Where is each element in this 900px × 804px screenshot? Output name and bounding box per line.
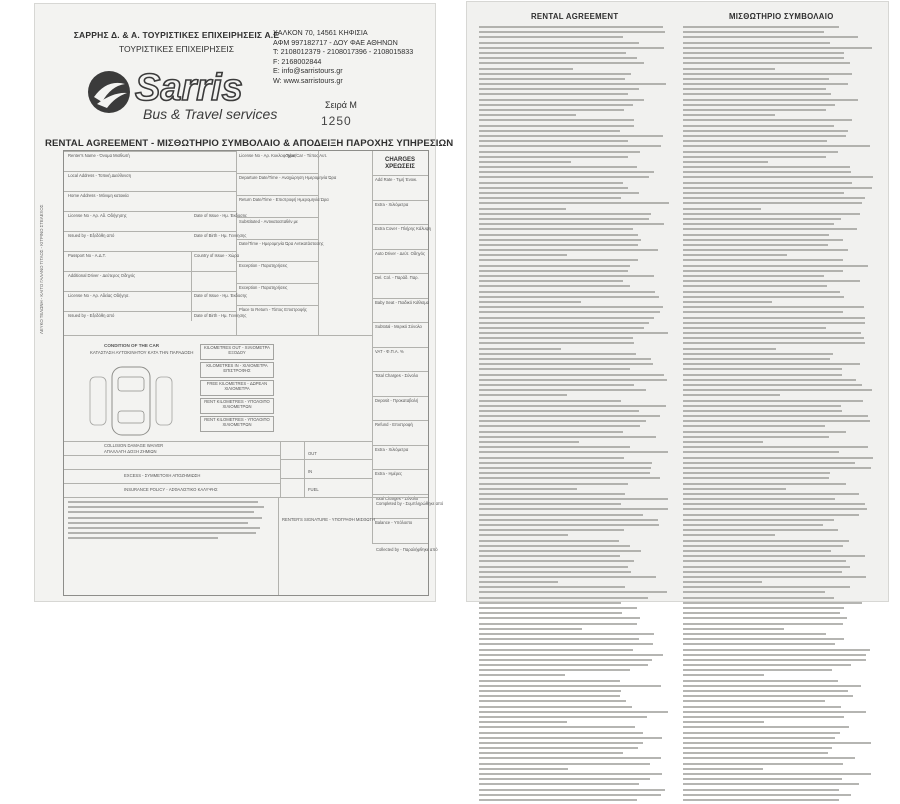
charge-row-label: Total Charges - Σύνολο xyxy=(375,495,419,501)
completed-by-label: Completed by - Συμπληρώθηκε από xyxy=(376,501,444,506)
website-line: W: www.sarristours.gr xyxy=(273,75,343,85)
date-of-issue-label: Date of Issue - Ημ. Έκδοσης xyxy=(194,213,248,218)
condition-title-gr: ΚΑΤΑΣΤΑΣΗ ΑΥΤΟΚΙΝΗΤΟΥ ΚΑΤΑ ΤΗΝ ΠΑΡΑΔΟΣΗ xyxy=(90,350,194,355)
rental-agreement-front-page xyxy=(35,4,454,601)
exception-label-1: Exception - Παρατηρήσεις xyxy=(239,263,288,268)
substituted-label: Substituted - Αντικατασταθέν με xyxy=(239,219,298,224)
place-to-return-label: Place to Return - Τόπος Επιστροφής xyxy=(239,307,307,312)
insurance-label: INSURANCE POLICY - ΑΣΦΑΛΙΣΤΙΚΟ ΚΑΛΥΨΗΣ xyxy=(124,487,218,492)
km-in-box xyxy=(200,362,274,378)
sarris-logo xyxy=(85,62,315,124)
car-license-label: License No - Αρ. Κυκλοφορίας xyxy=(239,153,296,158)
serial-label: Σειρά Μ xyxy=(325,100,357,110)
collected-by-label: Collected by - Παραλήφθηκε από xyxy=(376,547,438,552)
km-out-label: KILOMETRES OUT - ΧΙΛΙΟΜΕΤΡΑ ΕΞΟΔΟΥ xyxy=(204,345,270,355)
address-line: ΧΑΛΚΟΝ 70, 14561 ΚΗΦΙΣΙΑ xyxy=(273,28,368,37)
km-free-box xyxy=(200,380,274,396)
add-date-of-birth-label: Date of Birth - Ημ. Γεννησης xyxy=(194,313,247,318)
km-rent-box-1 xyxy=(200,398,274,414)
charge-row-label: Add Rate - Τιμή Ένοικ. xyxy=(375,177,418,182)
issued-by-label: Issued by - Εξεδόθη από xyxy=(68,233,115,238)
departure-label: Departure Date/Time - Αναχώρηση Ημερομηνία Ώρα xyxy=(239,175,337,180)
charge-row-label: Baby Seat - Παιδικό Κάθισμα xyxy=(375,299,430,305)
phone-line: Τ: 2108012379 - 2108017396 - 2108015833 xyxy=(273,47,414,57)
home-address-label: Home Address - Μόνιμη κατοικία xyxy=(68,193,129,198)
email-line: E: info@sarristours.gr xyxy=(273,66,343,76)
terms-text-block xyxy=(68,501,268,543)
logo-word: Sarris xyxy=(135,67,243,109)
add-issued-by-label: Issued by - Εξεδόθη από xyxy=(68,313,115,318)
logo-tagline: Bus & Travel services xyxy=(143,106,278,122)
copy-distribution-note: ΛΕΥΚΟ ΤΕΛΩΝΗ - ΚΑΙΤΟ ΓΑΛΑΝΟ ΤΙΤΛΟΣ - ΚΙΤΡΙΝΟ ΣΤΕΛΕΧΟΣ xyxy=(39,204,44,334)
out-label: OUT xyxy=(308,451,317,456)
serial-number: 1250 xyxy=(321,114,352,128)
charge-row-label: VAT - Φ.Π.Α. % xyxy=(375,348,404,354)
country-of-issue-label: Country of Issue - Χώρα xyxy=(194,253,240,258)
km-in-label: KILOMETRES IN - ΧΙΛΙΟΜΕΤΡΑ ΕΠΙΣΤΡΟΦΗΣ xyxy=(206,363,268,373)
tax-line: ΑΦΜ 997182717 - ΔΟΥ ΦΑΕ ΑΘΗΝΩΝ xyxy=(273,37,398,47)
document-title: RENTAL AGREEMENT - ΜΙΣΘΩΤΗΡΙΟ ΣΥΜΒΟΛΑΙΟ & ΑΠΟΔΕΙΞΗ ΠΑΡΟΧΗΣ ΥΠΗΡΕΣΙΩΝ xyxy=(45,138,454,149)
charges-title xyxy=(372,157,428,171)
km-out-box xyxy=(200,344,274,360)
charge-row-label: Subtotal - Μερικό Σύνολο xyxy=(375,324,422,330)
charge-row-label: Extra Cover - Πλήρης Κάλυψη xyxy=(375,226,431,232)
km-rent-box-2 xyxy=(200,416,274,432)
add-date-of-issue-label: Date of Issue - Ημ. Έκδοσης xyxy=(194,293,248,298)
renter-name-label: Renter's Name - Όνομα Μισθωτή xyxy=(68,153,130,158)
terms-column-gr xyxy=(683,26,873,804)
in-label: IN xyxy=(308,469,313,474)
add-license-no-label: License No - Αρ. Αδείας Οδήγησ. xyxy=(68,293,130,298)
terms-heading-en: RENTAL AGREEMENT xyxy=(531,12,619,21)
terms-heading-gr: ΜΙΣΘΩΤΗΡΙΟ ΣΥΜΒΟΛΑΙΟ xyxy=(729,12,834,21)
charge-row-label: Extra - Ημέρες xyxy=(375,471,403,477)
fax-line: F: 2168002844 xyxy=(273,56,322,66)
charge-row-label: Del. Col. - Παράδ. Παρ. xyxy=(375,275,419,281)
return-label: Return Date/Time - Επιστροφή Ημερομηνία Ώρα xyxy=(239,197,329,202)
charges-title-en: CHARGES xyxy=(384,157,415,163)
signature-label: RENTER'S SIGNATURE - ΥΠΟΓΡΑΦΗ ΜΙΣΘΩΤΗ xyxy=(282,517,376,522)
charges-title-gr: ΧΡΕΩΣΕΙΣ xyxy=(385,164,415,170)
cdw-label-gr: ΑΠΑΛΛΑΓΗ ΔΟΞΗ ΖΗΜΙΩΝ xyxy=(104,449,157,454)
charge-row-label: Refund - Επιστροφή xyxy=(375,422,413,428)
cdw-label: COLLISION DAMAGE WAIVER xyxy=(104,443,164,448)
km-rent-label-1: RENT KILOMETRES - ΥΠΟΛΟΙΠΟ ΧΙΛΙΟΜΕΤΡΩΝ xyxy=(204,399,270,409)
additional-driver-label: Additional Driver - Δεύτερος Οδηγός xyxy=(68,273,136,278)
rental-agreement-terms-page xyxy=(467,2,888,601)
passport-no-label: Passport No - Α.Δ.Τ. xyxy=(68,253,106,258)
charge-row-label: Balance - Υπόλοιπο xyxy=(375,520,413,526)
company-name: ΣΑΡΡΗΣ Δ. & Α. ΤΟΥΡΙΣΤΙΚΕΣ ΕΠΙΧΕΙΡΗΣΕΙΣ Α.Ε xyxy=(73,30,280,40)
exception-label-2: Exception - Παρατηρήσεις xyxy=(239,285,288,290)
excess-label: EXCESS - ΣΥΜΜΕΤΟΧΗ ΑΠΟΖΗΜΙΩΣΗ xyxy=(124,473,201,478)
substitution-date-label: Date/Time - Ημερομηνία Ώρα Αντικατάστασης xyxy=(239,241,324,246)
date-of-birth-label: Date of Birth - Ημ. Γεννησης xyxy=(194,233,247,238)
terms-column-en xyxy=(479,26,669,804)
rental-form-grid xyxy=(63,150,444,596)
charge-row-label: Extra - Χιλιόμετρα xyxy=(375,201,409,207)
company-subtitle: ΤΟΥΡΙΣΤΙΚΕΣ ΕΠΙΧΕΙΡΗΣΕΙΣ xyxy=(118,44,235,54)
charge-row-label: Auto Driver - Δεύτ. Οδηγός xyxy=(375,250,425,256)
charge-row-label: Extra - Χιλιόμετρα xyxy=(375,446,409,452)
km-rent-label-2: RENT KILOMETRES - ΥΠΟΛΟΙΠΟ ΧΙΛΙΟΜΕΤΡΩΝ xyxy=(204,417,270,427)
charge-row-label: Total Charges - Σύνολο xyxy=(375,373,419,379)
local-address-label: Local Address - Τοπική Διεύθυνση xyxy=(68,173,132,178)
fuel-label: FUEL xyxy=(308,487,319,492)
license-no-label: License No - Αρ. Αδ. Οδήγησης xyxy=(68,213,127,218)
charge-row-label: Deposit - Προκαταβολή xyxy=(375,397,419,403)
car-diagram-icon xyxy=(82,361,182,441)
km-free-label: FREE KILOMETRES - ΔΩΡΕΑΝ ΧΙΛΙΟΜΕΤΡΑ xyxy=(206,381,268,391)
condition-title: CONDITION OF THE CAR xyxy=(104,343,160,348)
car-type-label: Type/Car - Τύπος Αυτ. xyxy=(286,153,328,158)
